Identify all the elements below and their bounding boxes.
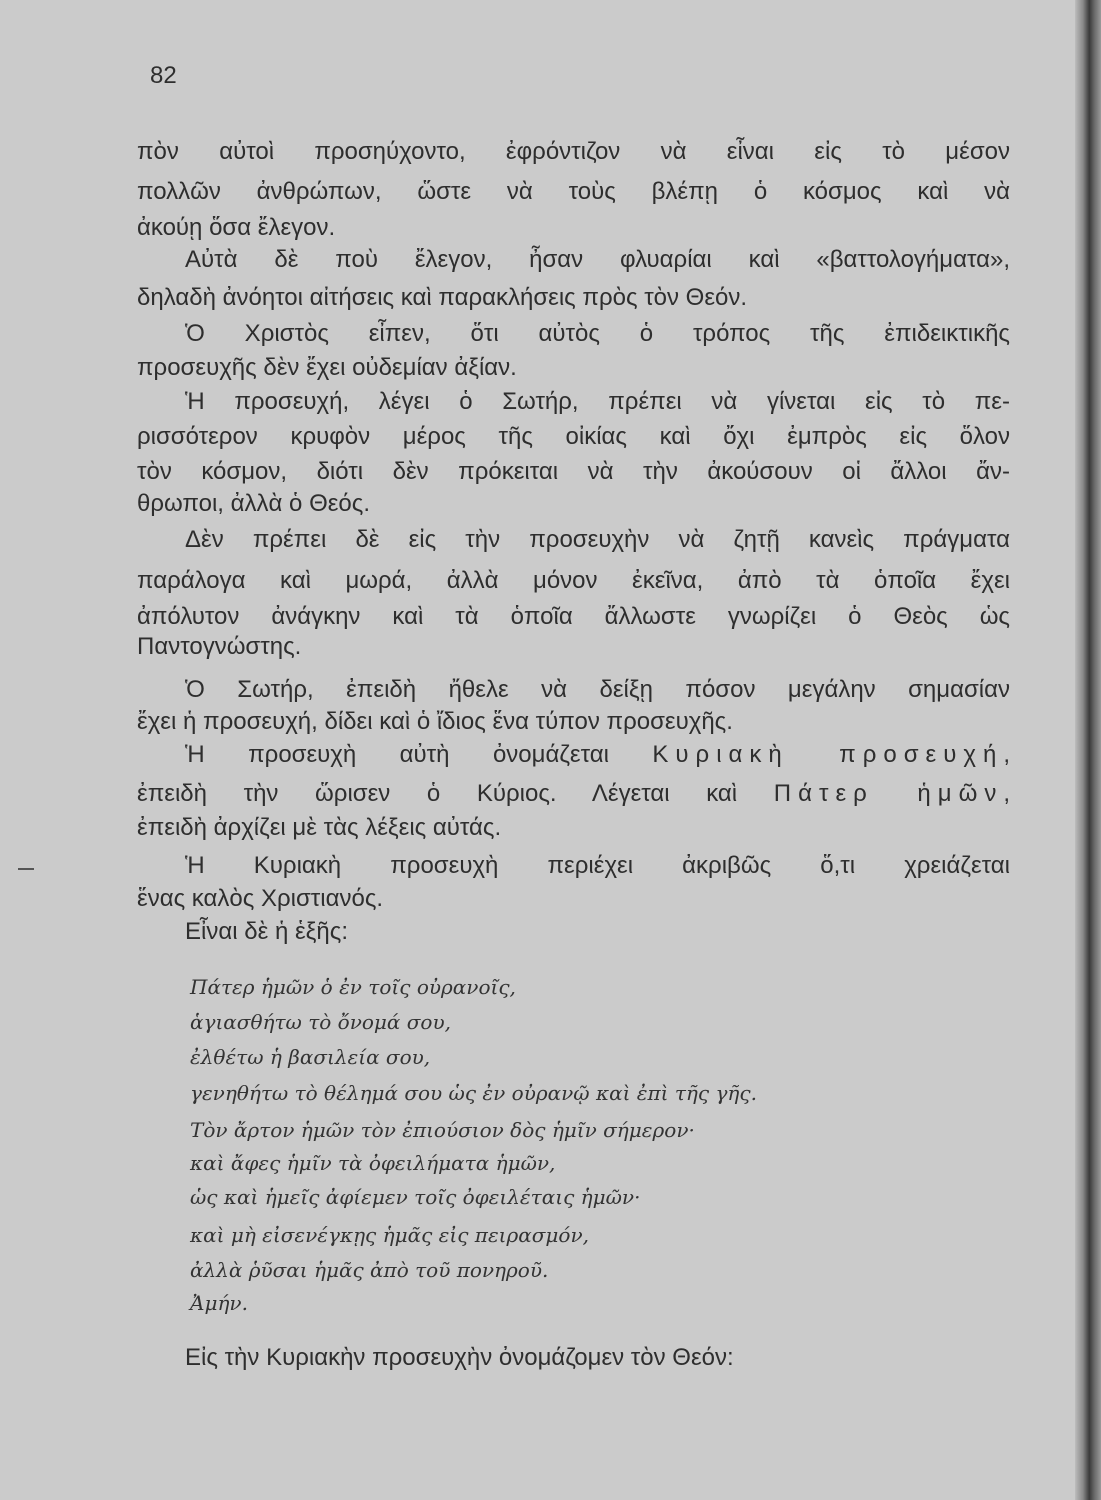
text-line bbox=[185, 525, 1010, 555]
text-segment: θρωποι, ἀλλὰ ὁ Θεός. bbox=[137, 490, 371, 517]
text-line bbox=[137, 177, 1010, 207]
text-line bbox=[185, 740, 1010, 770]
text-segment: ἕνας καλὸς Χριστιανός. bbox=[137, 885, 384, 912]
text-segment: Παντογνώστης. bbox=[137, 633, 302, 660]
prayer-line: Πάτερ ἡμῶν ὁ ἐν τοῖς οὐρανοῖς, bbox=[190, 975, 516, 999]
text-segment: ἐπειδὴ τὴν ὥρισεν ὁ Κύριος. Λέγεται καὶ bbox=[137, 780, 774, 807]
text-line bbox=[137, 353, 1010, 383]
text-segment: , bbox=[1003, 780, 1011, 807]
text-line bbox=[137, 566, 1010, 596]
text-line bbox=[185, 675, 1010, 705]
book-binding-edge bbox=[1075, 0, 1101, 1500]
text-segment: προσευχῆς δὲν ἔχει οὐδεμίαν ἀξίαν. bbox=[137, 354, 517, 381]
prayer-line: καὶ μὴ εἰσενέγκῃς ἡμᾶς εἰς πειρασμόν, bbox=[190, 1223, 589, 1247]
text-segment: Ἡ προσευχή, λέγει ὁ Σωτήρ, πρέπει νὰ γίνεται εἰς τὸ πε- bbox=[185, 388, 1010, 415]
text-line bbox=[137, 813, 1010, 843]
text-line bbox=[137, 602, 1010, 632]
text-segment: ρισσότερον κρυφὸν μέρος τῆς οἰκίας καὶ ὄχι ἐμπρὸς εἰς ὅλον bbox=[137, 423, 1010, 450]
text-line bbox=[185, 319, 1010, 349]
text-segment: ἀκούῃ ὅσα ἔλεγον. bbox=[137, 214, 336, 241]
text-segment: ἔχει ἡ προσευχή, δίδει καὶ ὁ ἴδιος ἕνα τύπον προσευχῆς. bbox=[137, 708, 733, 735]
text-line bbox=[185, 851, 1010, 881]
text-segment: , bbox=[1003, 741, 1010, 768]
text-segment: Εἶναι δὲ ἡ ἑξῆς: bbox=[185, 918, 348, 945]
text-line bbox=[137, 213, 1010, 243]
closing-line: Εἰς τὴν Κυριακὴν προσευχὴν ὀνομάζομεν τὸν Θεόν: bbox=[185, 1344, 734, 1371]
text-segment: δηλαδὴ ἀνόητοι αἰτήσεις καὶ παρακλήσεις πρὸς τὸν Θεόν. bbox=[137, 284, 748, 311]
text-line bbox=[185, 245, 1010, 275]
text-line bbox=[137, 707, 1010, 737]
text-line bbox=[137, 632, 1010, 662]
text-segment: ἀπόλυτον ἀνάγκην καὶ τὰ ὁποῖα ἄλλωστε γνωρίζει ὁ Θεὸς ὡς bbox=[137, 603, 1010, 630]
prayer-line: ἀλλὰ ῥῦσαι ἡμᾶς ἀπὸ τοῦ πονηροῦ. bbox=[190, 1258, 549, 1282]
prayer-line: ὡς καὶ ἡμεῖς ἀφίεμεν τοῖς ὀφειλέταις ἡμῶν· bbox=[190, 1185, 641, 1209]
text-line bbox=[137, 137, 1010, 167]
prayer-line: Ἀμήν. bbox=[190, 1291, 248, 1315]
text-line bbox=[185, 917, 1010, 947]
emphasized-text: Πάτερ ἡμῶν bbox=[773, 780, 1004, 807]
text-segment: Ὁ Σωτήρ, ἐπειδὴ ἤθελε νὰ δείξῃ πόσον μεγάλην σημασίαν bbox=[185, 676, 1010, 703]
emphasized-text: Κυριακὴ προσευχή bbox=[652, 741, 1004, 768]
text-line bbox=[137, 422, 1010, 452]
text-segment: Δὲν πρέπει δὲ εἰς τὴν προσευχὴν νὰ ζητῇ κανεὶς πράγματα bbox=[185, 526, 1010, 553]
text-segment: πολλῶν ἀνθρώπων, ὥστε νὰ τοὺς βλέπῃ ὁ κόσμος καὶ νὰ bbox=[137, 178, 1010, 205]
prayer-line: καὶ ἄφες ἡμῖν τὰ ὀφειλήματα ἡμῶν, bbox=[190, 1151, 556, 1175]
text-segment: Ἡ Κυριακὴ προσευχὴ περιέχει ἀκριβῶς ὅ,τι χρειάζεται bbox=[185, 852, 1010, 879]
text-segment: παράλογα καὶ μωρά, ἀλλὰ μόνον ἐκεῖνα, ἀπὸ τὰ ὁποῖα ἔχει bbox=[137, 567, 1010, 594]
page-number: 82 bbox=[150, 62, 177, 89]
text-segment: Αὐτὰ δὲ ποὺ ἔλεγον, ἦσαν φλυαρίαι καὶ «βαττολογήματα», bbox=[185, 246, 1010, 273]
text-segment: πὸν αὐτοὶ προσηύχοντο, ἐφρόντιζον νὰ εἶναι εἰς τὸ μέσον bbox=[137, 138, 1010, 165]
text-line bbox=[137, 779, 1010, 809]
text-line bbox=[137, 457, 1010, 487]
prayer-line: ἁγιασθήτω τὸ ὄνομά σου, bbox=[190, 1010, 451, 1034]
text-segment: Ἡ προσευχὴ αὐτὴ ὀνομάζεται bbox=[185, 741, 653, 768]
text-segment: τὸν κόσμον, διότι δὲν πρόκειται νὰ τὴν ἀκούσουν οἱ ἄλλοι ἄν- bbox=[137, 458, 1010, 485]
prayer-line: ἐλθέτω ἡ βασιλεία σου, bbox=[190, 1045, 431, 1069]
text-segment: ἐπειδὴ ἀρχίζει μὲ τὰς λέξεις αὐτάς. bbox=[137, 814, 502, 841]
prayer-line: γενηθήτω τὸ θέλημά σου ὡς ἐν οὐρανῷ καὶ ἐπὶ τῆς γῆς. bbox=[190, 1081, 757, 1105]
text-line bbox=[137, 283, 1010, 313]
text-line bbox=[185, 387, 1010, 417]
text-segment: Ὁ Χριστὸς εἶπεν, ὅτι αὐτὸς ὁ τρόπος τῆς ἐπιδεικτικῆς bbox=[185, 320, 1010, 347]
text-line bbox=[137, 489, 1010, 519]
text-line bbox=[137, 884, 1010, 914]
prayer-line: Τὸν ἄρτον ἡμῶν τὸν ἐπιούσιον δὸς ἡμῖν σήμερον· bbox=[190, 1118, 695, 1142]
margin-mark bbox=[18, 868, 34, 870]
